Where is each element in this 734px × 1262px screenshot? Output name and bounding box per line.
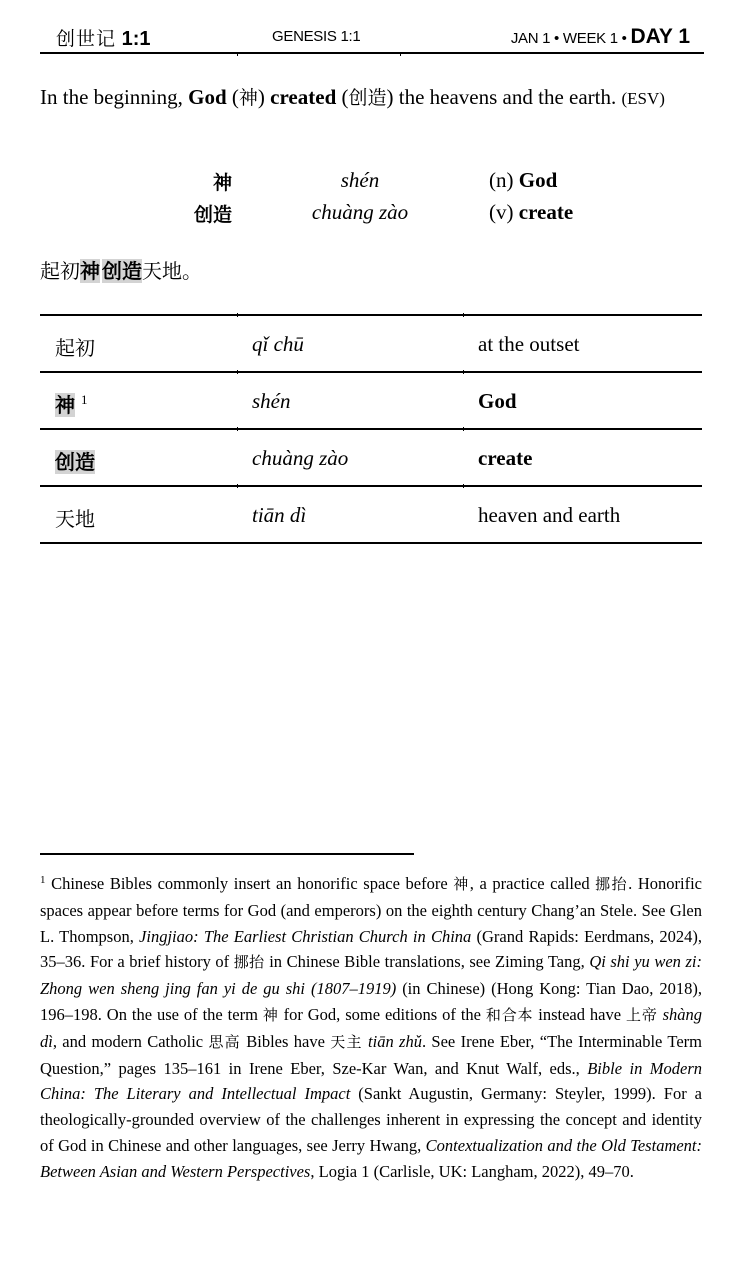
table-row: [40, 430, 702, 487]
word-breakdown-table: [40, 314, 702, 544]
part-of-speech: (n): [489, 168, 519, 192]
cell-english: create: [478, 446, 533, 470]
vocab-hanzi: 创造: [193, 204, 232, 226]
vocab-gloss: create: [518, 200, 574, 224]
column-tick: [463, 427, 464, 431]
verse-segment: ) the heavens and the earth.: [386, 85, 622, 109]
cell-hanzi: 起初: [55, 336, 95, 360]
cell-hanzi: 天地: [55, 507, 95, 531]
verse-segment: ): [257, 85, 271, 109]
header-date: JAN 1: [510, 30, 551, 47]
footnote-chinese: 挪抬: [595, 875, 629, 893]
footnote-title: Contextualization and the Old Testament: Between Asian and Western Perspectives: [40, 1135, 703, 1181]
footnote-text: (Sankt Augustin, Germany: Steyler, 1999). For a theologically-grounded overview of the challenges inherent in expressing the concept and identity of God in Chinese and other languages, see Jerry Hwang,: [40, 1084, 703, 1155]
column-tick: [237, 484, 238, 488]
header-schedule: [511, 25, 690, 49]
highlighted-word: 神: [80, 259, 100, 283]
footnote-title: Bible in Modern China: The Literary and Intellectual Impact: [40, 1058, 702, 1104]
header-divider-tick: [237, 52, 238, 56]
header-day: DAY 1: [630, 25, 690, 48]
footnote-text: (in Chinese) (Hong Kong: Tian Dao, 2018), 196–198. On the use of the term: [40, 979, 702, 1024]
header-chapter-verse: 1:1: [121, 28, 151, 50]
vocabulary-list: [40, 168, 704, 232]
header-divider-tick: [400, 52, 401, 56]
footnote-chinese: 思高: [208, 1032, 241, 1051]
column-tick: [463, 484, 464, 488]
cell-english: heaven and earth: [478, 503, 621, 527]
bible-version-label: (ESV): [621, 89, 665, 108]
verse-segment: (: [336, 85, 349, 109]
verse-segment: In the beginning,: [40, 85, 189, 109]
column-tick: [237, 313, 238, 317]
vocab-pinyin: shén: [340, 168, 380, 192]
footnote-pinyin: tiān zhǔ: [368, 1031, 422, 1051]
footnote-text: in Chinese Bible translations, see Ziming Tang,: [264, 952, 590, 972]
bullet-separator: •: [550, 30, 563, 47]
footnote-text: , and modern Catholic: [52, 1031, 209, 1051]
footnote-text: . Honorific spaces appear before terms for God (and emperors) on the eighth century Chang’an Stele. See Glen L. Thompson,: [40, 874, 702, 946]
column-tick: [463, 370, 464, 374]
footnote-chinese: 上帝: [626, 1005, 658, 1024]
footnote-text: Bibles have: [240, 1031, 331, 1051]
column-tick: [463, 313, 464, 317]
header-passage: GENESIS 1:1: [272, 28, 361, 45]
chinese-verse: [40, 255, 202, 284]
footnote-title: Qi shi yu wen zi: Zhong wen sheng jing fan yi de gu shi (1807–1919): [40, 952, 702, 999]
highlighted-word: 神: [55, 393, 75, 417]
column-tick: [237, 427, 238, 431]
verse-keyword-god: God: [188, 85, 227, 109]
vocab-entry: [40, 200, 704, 232]
header-book-chinese: 创世记: [56, 28, 117, 50]
footnote-separator: [40, 853, 414, 855]
footnote-text: , a practice called: [469, 874, 596, 893]
vocab-entry: [40, 168, 704, 200]
chinese-segment: 天地。: [142, 259, 202, 283]
footnote-chinese: 神: [453, 875, 470, 893]
column-tick: [237, 370, 238, 374]
cell-english: God: [478, 389, 517, 413]
bullet-separator: •: [617, 30, 631, 47]
footnote-text: (Grand Rapids: Eerdmans, 2024), 35–36. For a brief history of: [40, 926, 703, 972]
verse-text: [40, 83, 704, 113]
footnote-number: 1: [40, 874, 46, 886]
verse-keyword-created-chinese: 创造: [348, 87, 387, 109]
table-row: [40, 373, 702, 430]
highlighted-word: 创造: [55, 450, 95, 474]
cell-pinyin: qǐ chū: [252, 332, 304, 356]
cell-pinyin: shén: [252, 389, 291, 413]
highlighted-word: 创造: [102, 259, 142, 283]
header-book-reference: [56, 24, 150, 51]
footnote-1: [40, 871, 702, 1185]
footnote-chinese: 和合本: [485, 1005, 534, 1024]
footnote-chinese: 神: [262, 1005, 279, 1024]
vocab-gloss: God: [518, 168, 558, 192]
footnote-reference[interactable]: 1: [81, 392, 88, 408]
footnote-text: for God, some editions of the: [278, 1004, 486, 1024]
verse-keyword-created: created: [270, 85, 337, 109]
footnote-text: Chinese Bibles commonly insert an honorific space before: [45, 874, 454, 893]
part-of-speech: (v): [489, 200, 519, 224]
running-header: [40, 22, 704, 54]
table-row: [40, 316, 702, 373]
cell-pinyin: chuàng zào: [252, 446, 349, 470]
chinese-segment: 起初: [40, 259, 80, 283]
verse-keyword-god-chinese: 神: [238, 87, 258, 109]
footnote-text: , Logia 1 (Carlisle, UK: Langham, 2022), 49–70.: [310, 1161, 634, 1181]
footnote-text: instead have: [533, 1004, 627, 1024]
header-week: WEEK 1: [562, 30, 618, 47]
footnote-title: Jingjiao: The Earliest Christian Church in China: [139, 926, 472, 946]
cell-pinyin: tiān dì: [252, 503, 307, 527]
vocab-definition: [489, 200, 573, 225]
verse-segment: (: [226, 85, 239, 109]
cell-english: at the outset: [478, 332, 580, 356]
footnote-chinese: 天主: [330, 1032, 363, 1051]
vocab-hanzi: 神: [212, 172, 232, 194]
footnote-text: . See Irene Eber, “The Interminable Term Question,” pages 135–161 in Irene Eber, Sze-Kar Wan, and Knut Walf, eds.,: [40, 1031, 703, 1078]
cell-hanzi: [55, 446, 95, 475]
vocab-definition: [489, 168, 557, 193]
footnote-chinese: 挪抬: [233, 953, 265, 972]
vocab-pinyin: chuàng zào: [311, 200, 409, 224]
footnote-pinyin: shàng dì: [40, 1004, 702, 1051]
table-row: [40, 487, 702, 544]
cell-hanzi: [55, 389, 88, 418]
